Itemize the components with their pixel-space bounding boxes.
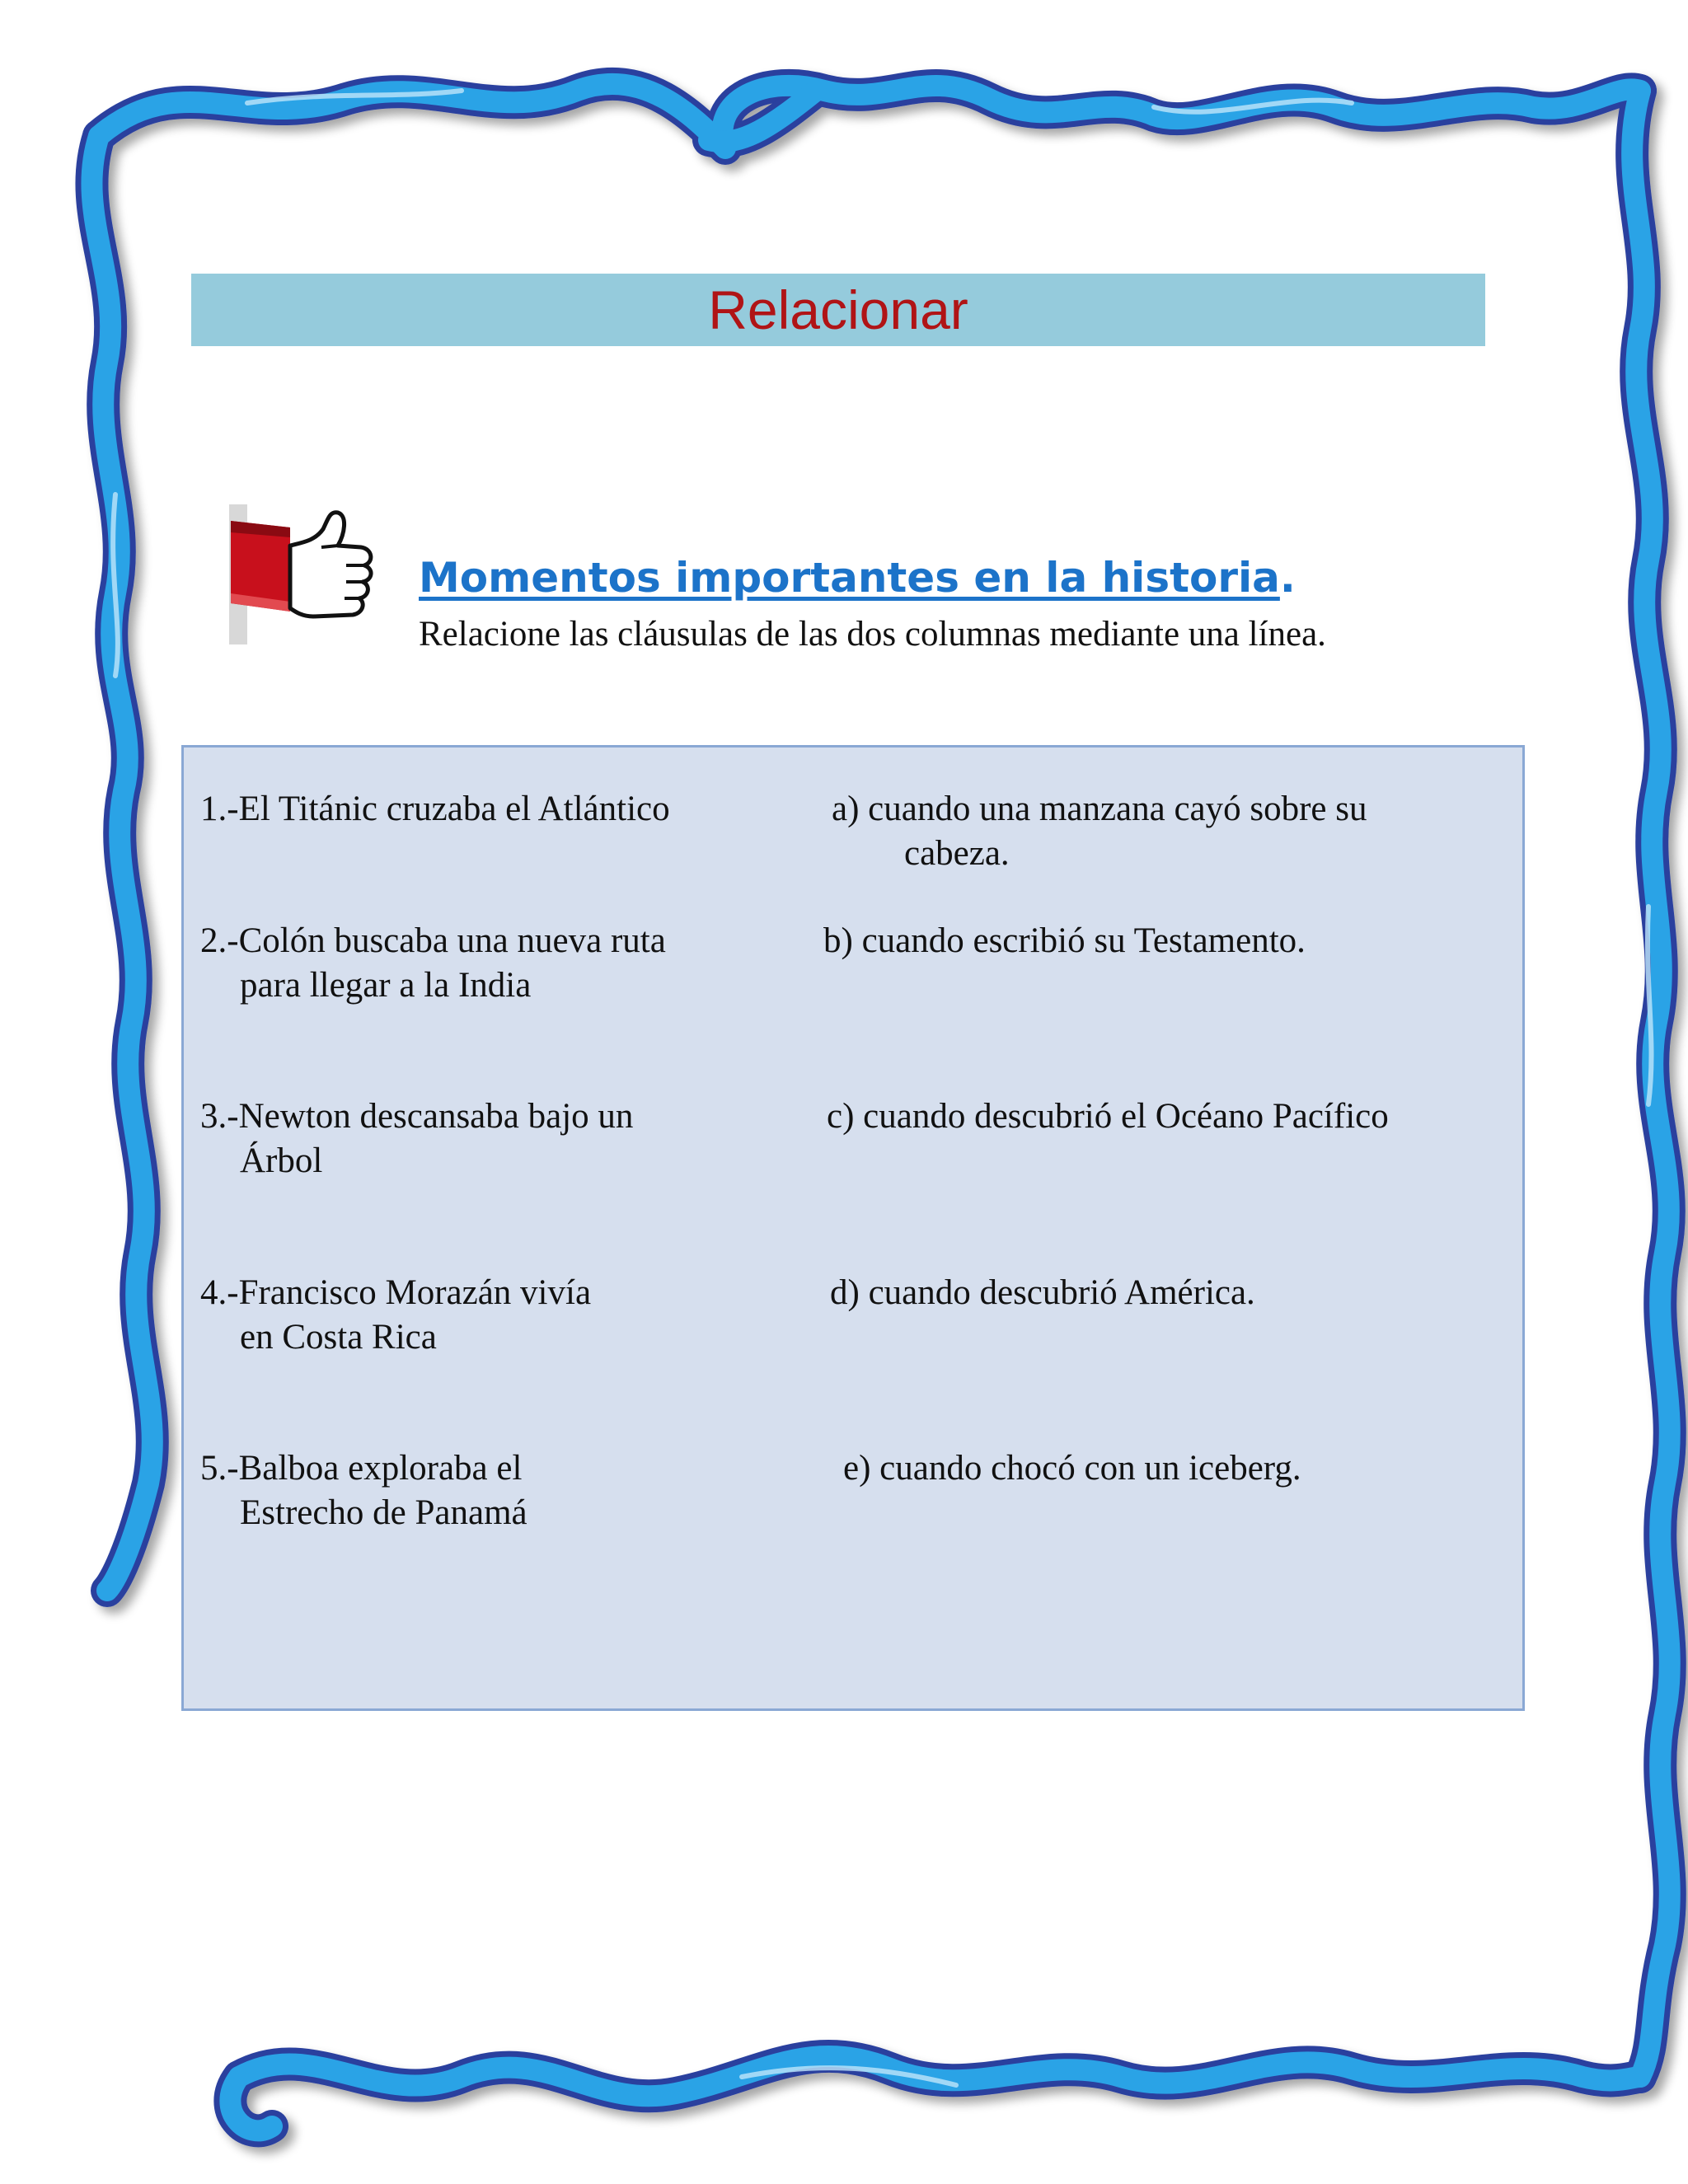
right-item xyxy=(823,919,1306,963)
right-item-text: d) cuando descubrió América. xyxy=(830,1273,1255,1312)
thumbs-up-icon xyxy=(223,504,387,644)
section-heading-period: . xyxy=(1279,554,1296,602)
left-item-continuation: Estrecho de Panamá xyxy=(240,1493,528,1532)
right-item xyxy=(832,787,1367,876)
section-heading-text: Momentos importantes en la historia xyxy=(419,554,1280,602)
right-item-text: c) cuando descubrió el Océano Pacífico xyxy=(827,1097,1389,1136)
left-item-continuation: Árbol xyxy=(240,1141,323,1180)
right-item-continuation: cabeza. xyxy=(904,834,1010,873)
left-item-text: 1.-El Titánic cruzaba el Atlántico xyxy=(200,790,670,828)
left-item xyxy=(200,919,666,1008)
left-item-text: 5.-Balboa exploraba el xyxy=(200,1449,523,1488)
left-item xyxy=(200,1094,633,1183)
left-item xyxy=(200,1446,528,1535)
left-item xyxy=(200,1271,591,1360)
right-item-text: e) cuando chocó con un iceberg. xyxy=(843,1449,1301,1488)
right-item-text: b) cuando escribió su Testamento. xyxy=(823,921,1306,960)
left-item-text: 2.-Colón buscaba una nueva ruta xyxy=(200,921,666,960)
section-heading xyxy=(419,554,1296,602)
left-item-text: 4.-Francisco Morazán vivía xyxy=(200,1273,592,1312)
right-item xyxy=(830,1271,1255,1315)
right-item-text: a) cuando una manzana cayó sobre su xyxy=(832,790,1367,828)
left-item-text: 3.-Newton descansaba bajo un xyxy=(200,1097,634,1136)
right-item xyxy=(827,1094,1389,1139)
title-banner xyxy=(191,274,1485,346)
right-item xyxy=(843,1446,1301,1491)
left-item-continuation: para llegar a la India xyxy=(240,966,532,1005)
matching-box xyxy=(181,745,1525,1711)
instructions-text: Relacione las cláusulas de las dos columnas mediante una línea. xyxy=(419,615,1326,654)
left-item-continuation: en Costa Rica xyxy=(240,1318,437,1357)
page-title: Relacionar xyxy=(708,279,968,340)
left-item xyxy=(200,787,670,832)
